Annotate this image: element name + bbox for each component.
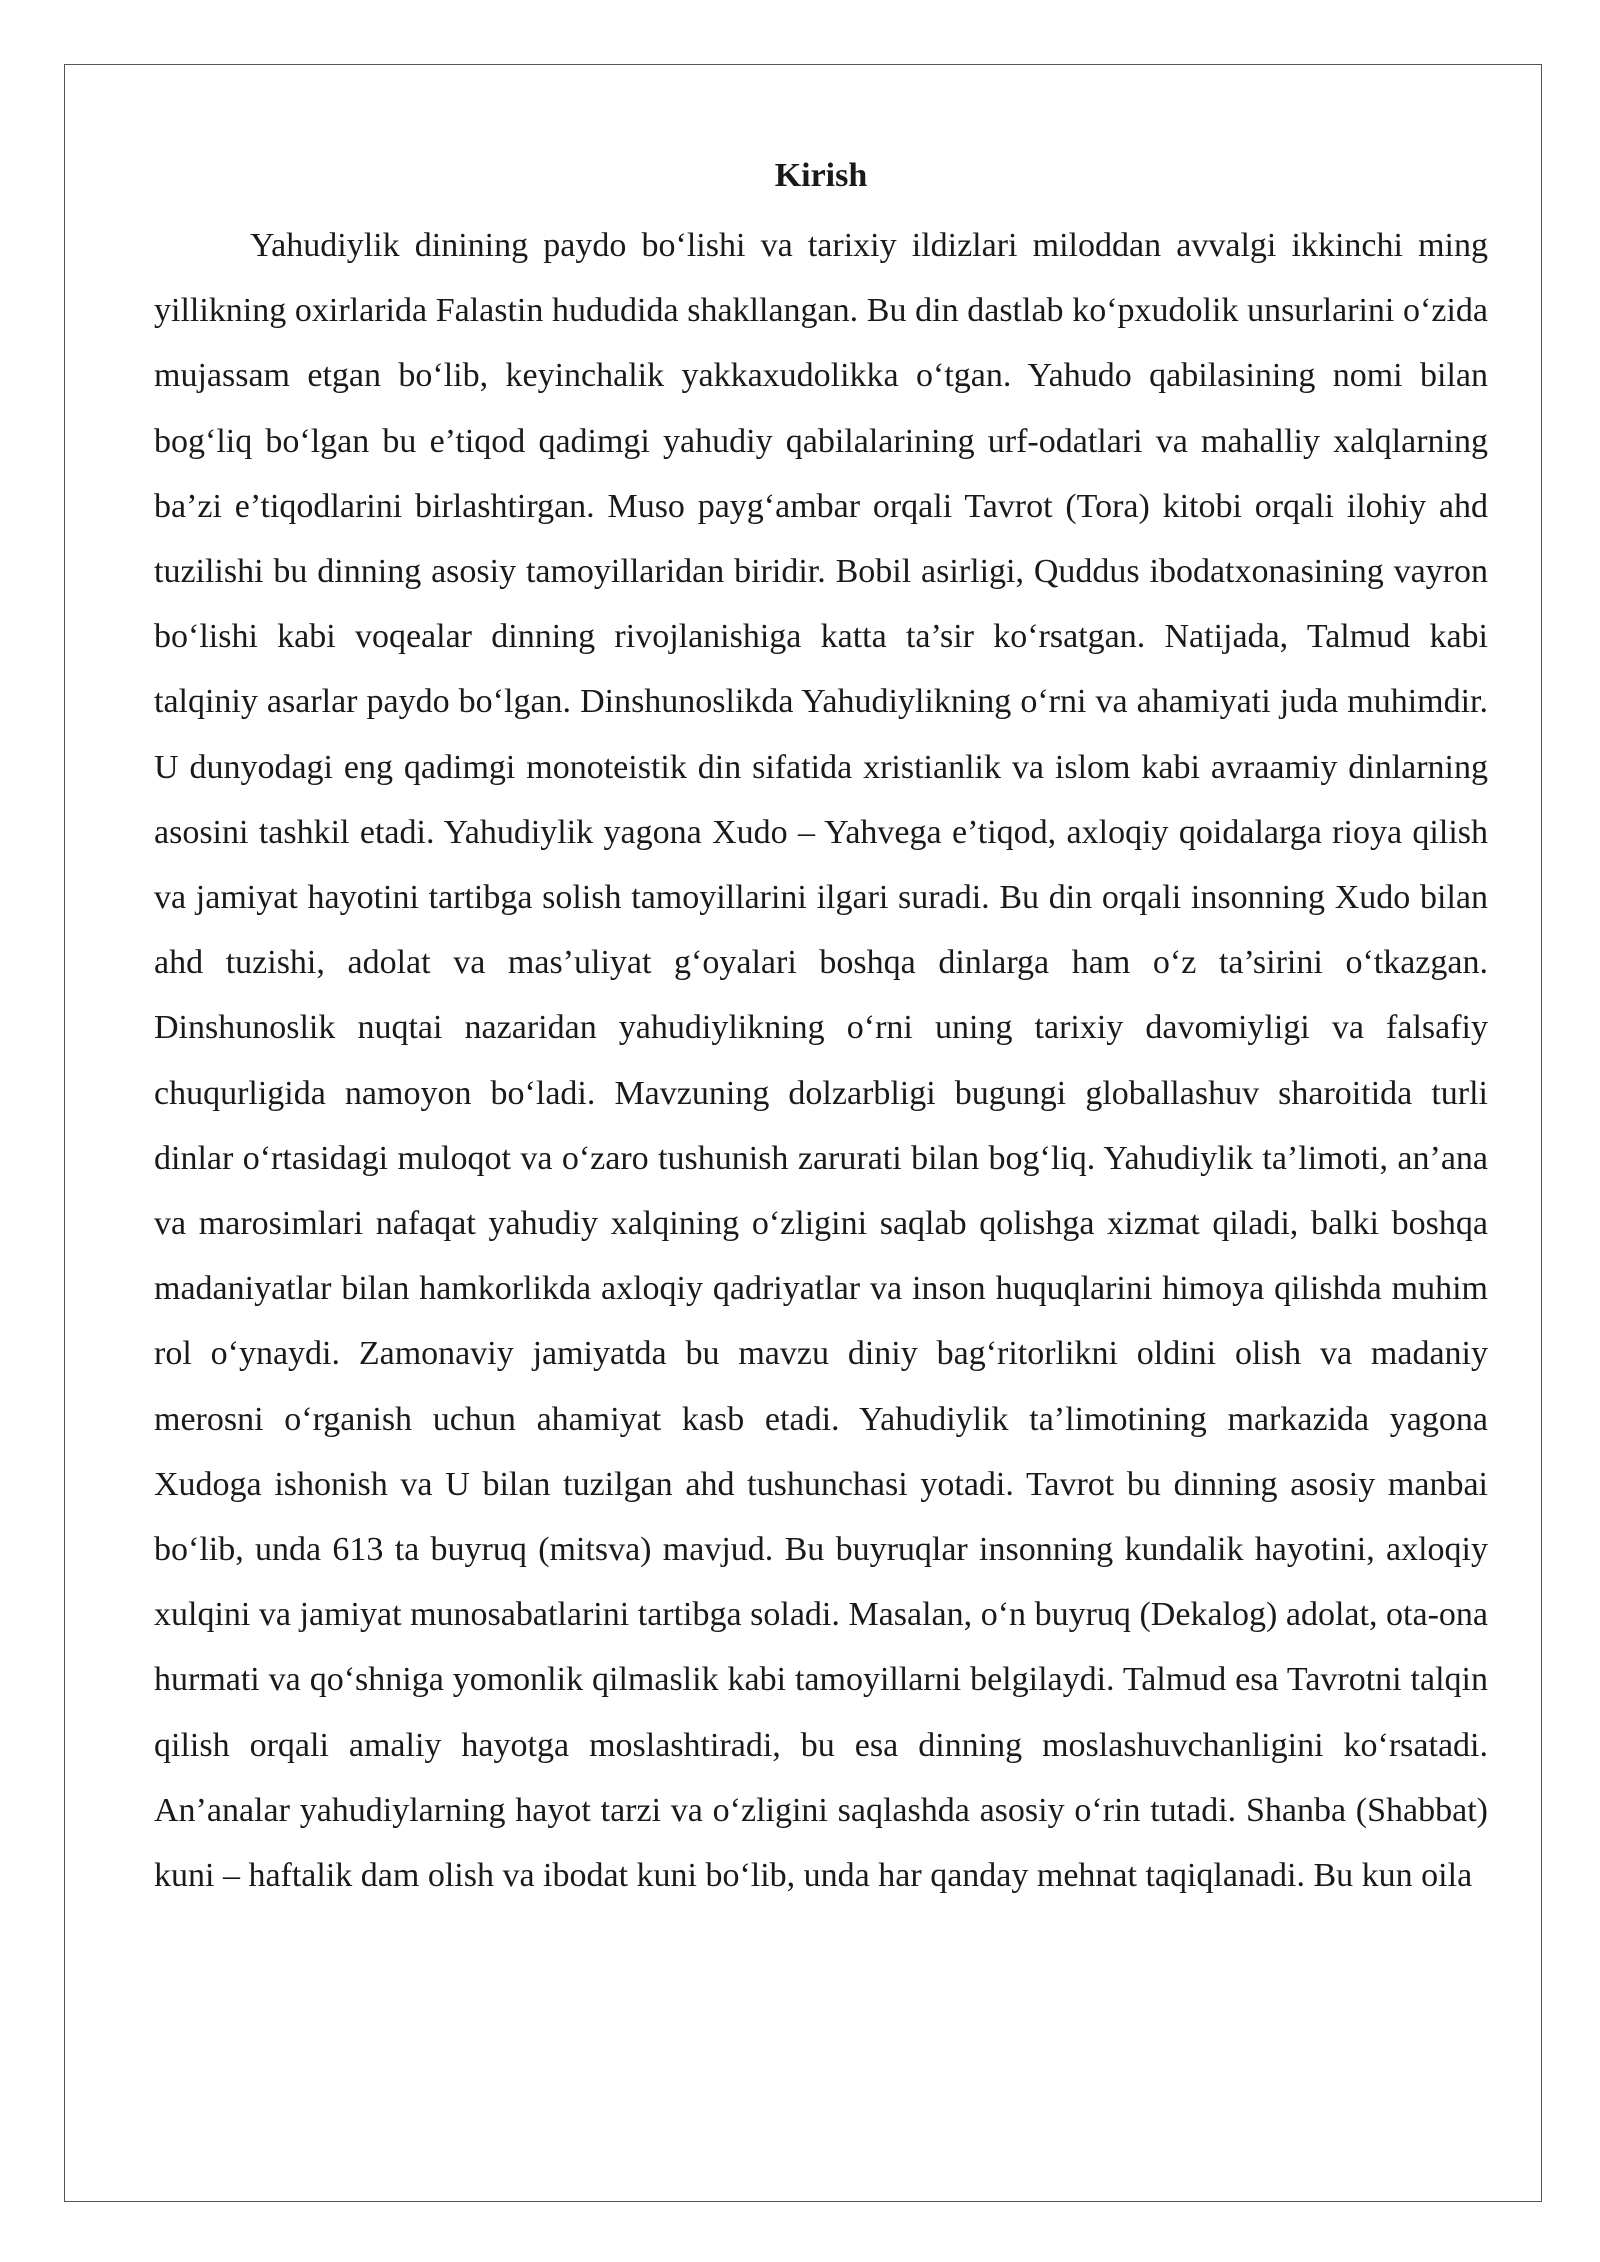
document-title: Kirish — [774, 157, 868, 194]
document-body — [154, 148, 1488, 1908]
body-paragraph: Yahudiylik dinining paydo bo‘lishi va tarixiy ildizlari miloddan avvalgi ikkinchi ming yillikning oxirlarida Falastin hududida shakllangan. Bu din dastlab ko‘pxudolik unsurlarini o‘zida mujassam etgan bo‘lib, keyinchalik yakkaxudolikka o‘tgan. Yahudo qabilasining nomi bilan bog‘liq bo‘lgan bu e’tiqod qadimgi yahudiy qabilalarining urf-odatlari va mahalliy xalqlarning ba’zi e’tiqodlarini birlashtirgan. Muso payg‘ambar orqali Tavrot (Tora) kitobi orqali ilohiy ahd tuzilishi bu dinning asosiy tamoyillaridan biridir. Bobil asirligi, Quddus ibodatxonasining vayron bo‘lishi kabi voqealar dinning rivojlanishiga katta ta’sir ko‘rsatgan. Natijada, Talmud kabi talqiniy asarlar paydo bo‘lgan. Dinshunoslikda Yahudiylikning o‘rni va ahamiyati juda muhimdir. U dunyodagi eng qadimgi monoteistik din sifatida xristianlik va islom kabi avraamiy dinlarning asosini tashkil etadi. Yahudiylik yagona Xudo – Yahvega e’tiqod, axloqiy qoidalarga rioya qilish va jamiyat hayotini tartibga solish tamoyillarini ilgari suradi. Bu din orqali insonning Xudo bilan ahd tuzishi, adolat va mas’uliyat g‘oyalari boshqa dinlarga ham o‘z ta’sirini o‘tkazgan. Dinshunoslik nuqtai nazaridan yahudiylikning o‘rni uning tarixiy davomiyligi va falsafiy chuqurligida namoyon bo‘ladi. Mavzuning dolzarbligi bugungi globallashuv sharoitida turli dinlar o‘rtasidagi muloqot va o‘zaro tushunish zarurati bilan bog‘liq. Yahudiylik ta’limoti, an’ana va marosimlari nafaqat yahudiy xalqining o‘zligini saqlab qolishga xizmat qiladi, balki boshqa madaniyatlar bilan hamkorlikda axloqiy qadriyatlar va inson huquqlarini himoya qilishda muhim rol o‘ynaydi. Zamonaviy jamiyatda bu mavzu diniy bag‘ritorlikni oldini olish va madaniy merosni o‘rganish uchun ahamiyat kasb etadi. Yahudiylik ta’limotining markazida yagona Xudoga ishonish va U bilan tuzilgan ahd tushunchasi yotadi. Tavrot bu dinning asosiy manbai bo‘lib, unda 613 ta buyruq (mitsva) mavjud. Bu buyruqlar insonning kundalik hayotini, axloqiy xulqini va jamiyat munosabatlarini tartibga soladi. Masalan, o‘n buyruq (Dekalog) adolat, ota-ona hurmati va qo‘shniga yomonlik qilmaslik kabi tamoyillarni belgilaydi. Talmud esa Tavrotni talqin qilish orqali amaliy hayotga moslashtiradi, bu esa dinning moslashuvchanligini ko‘rsatadi. An’analar yahudiylarning hayot tarzi va o‘zligini saqlashda asosiy o‘rin tutadi. Shanba (Shabbat) kuni – haftalik dam olish va ibodat kuni bo‘lib, unda har qanday mehnat taqiqlanadi. Bu kun oila — [154, 227, 1488, 1895]
